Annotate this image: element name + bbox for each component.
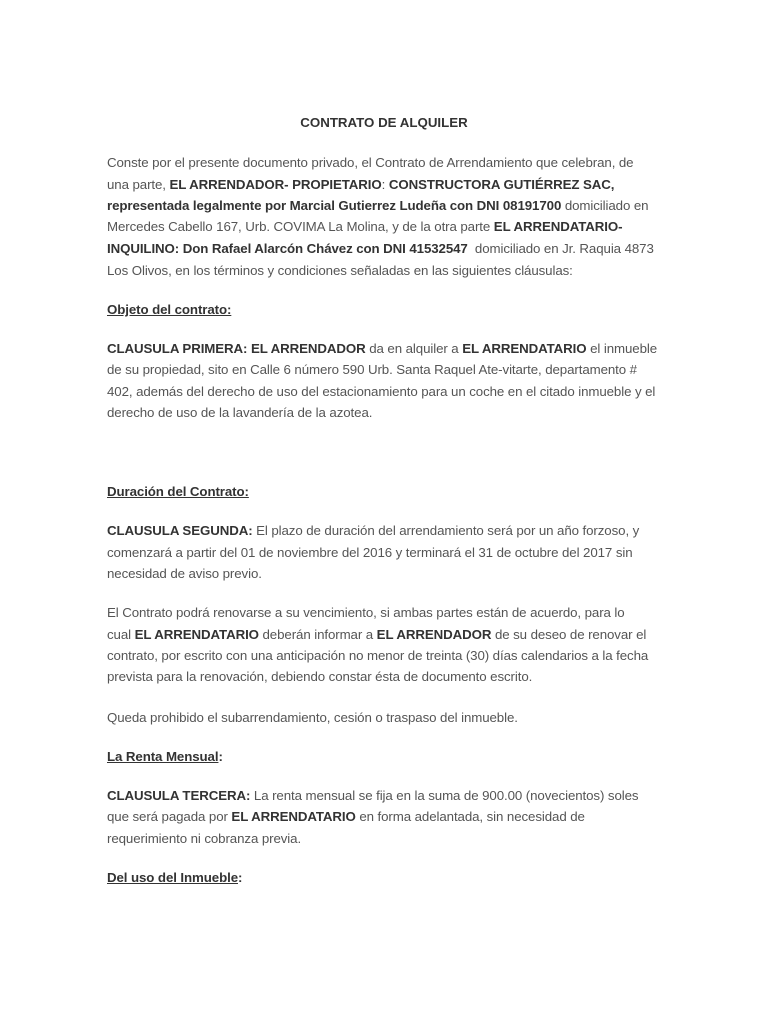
text-line: CLAUSULA TERCERA: La renta mensual se fija en la suma de 900.00 (novecientos) soles <box>107 788 639 803</box>
text-line: prevista para la renovación, debiendo constar ésta de documento escrito. <box>107 669 533 684</box>
party-label: EL ARRENDATARIO- <box>493 219 623 234</box>
party-label: EL ARRENDADOR- PROPIETARIO <box>169 177 382 192</box>
text-line: derecho de uso de la lavandería de la azotea. <box>107 405 373 420</box>
document-title: CONTRATO DE ALQUILER <box>300 115 468 130</box>
section-heading-objeto: Objeto del contrato: <box>107 302 232 317</box>
text-line: 402, además del derecho de uso del estacionamiento para un coche en el citado inmueble y el <box>107 384 656 399</box>
prohibition-paragraph: Queda prohibido el subarrendamiento, cesión o traspaso del inmueble. <box>107 710 518 725</box>
section-heading-uso: Del uso del Inmueble: <box>107 870 243 885</box>
text-line: cual EL ARRENDATARIO deberán informar a EL ARRENDADOR de su deseo de renovar el <box>107 627 647 642</box>
text-line: CLAUSULA PRIMERA: EL ARRENDADOR da en alquiler a EL ARRENDATARIO el inmueble <box>107 341 658 356</box>
text-line: Mercedes Cabello 167, Urb. COVIMA La Molina, y de la otra parte EL ARRENDATARIO- <box>107 219 623 234</box>
text-line: CLAUSULA SEGUNDA: El plazo de duración del arrendamiento será por un año forzoso, y <box>107 523 640 538</box>
text-line: necesidad de aviso previo. <box>107 566 262 581</box>
text-line: de su propiedad, sito en Calle 6 número 590 Urb. Santa Raquel Ate-vitarte, departamento # <box>107 362 637 377</box>
text-line: comenzará a partir del 01 de noviembre del 2016 y terminará el 31 de octubre del 2017 sin <box>107 545 633 560</box>
text-line: requerimiento ni cobranza previa. <box>107 831 302 846</box>
text-line: INQUILINO: Don Rafael Alarcón Chávez con DNI 41532547 domiciliado en Jr. Raquia 4873 <box>107 241 654 256</box>
text-line: representada legalmente por Marcial Gutierrez Ludeña con DNI 08191700 domiciliado en <box>107 198 649 213</box>
section-heading-duracion: Duración del Contrato: <box>107 484 249 499</box>
text-line: Los Olivos, en los términos y condiciones señaladas en las siguientes cláusulas: <box>107 263 573 278</box>
text-line: que será pagada por EL ARRENDATARIO en forma adelantada, sin necesidad de <box>107 809 585 824</box>
party-name: CONSTRUCTORA GUTIÉRREZ SAC, <box>388 177 615 192</box>
section-heading-renta: La Renta Mensual: <box>107 749 223 764</box>
text-line: contrato, por escrito con una anticipación no menor de treinta (30) días calendarios a la fecha <box>107 648 649 663</box>
text-line: El Contrato podrá renovarse a su vencimiento, si ambas partes están de acuerdo, para lo <box>107 605 625 620</box>
text-line: una parte, EL ARRENDADOR- PROPIETARIO: CONSTRUCTORA GUTIÉRREZ SAC, <box>107 177 615 192</box>
text-line: Conste por el presente documento privado, el Contrato de Arrendamiento que celebran, de <box>107 155 634 170</box>
